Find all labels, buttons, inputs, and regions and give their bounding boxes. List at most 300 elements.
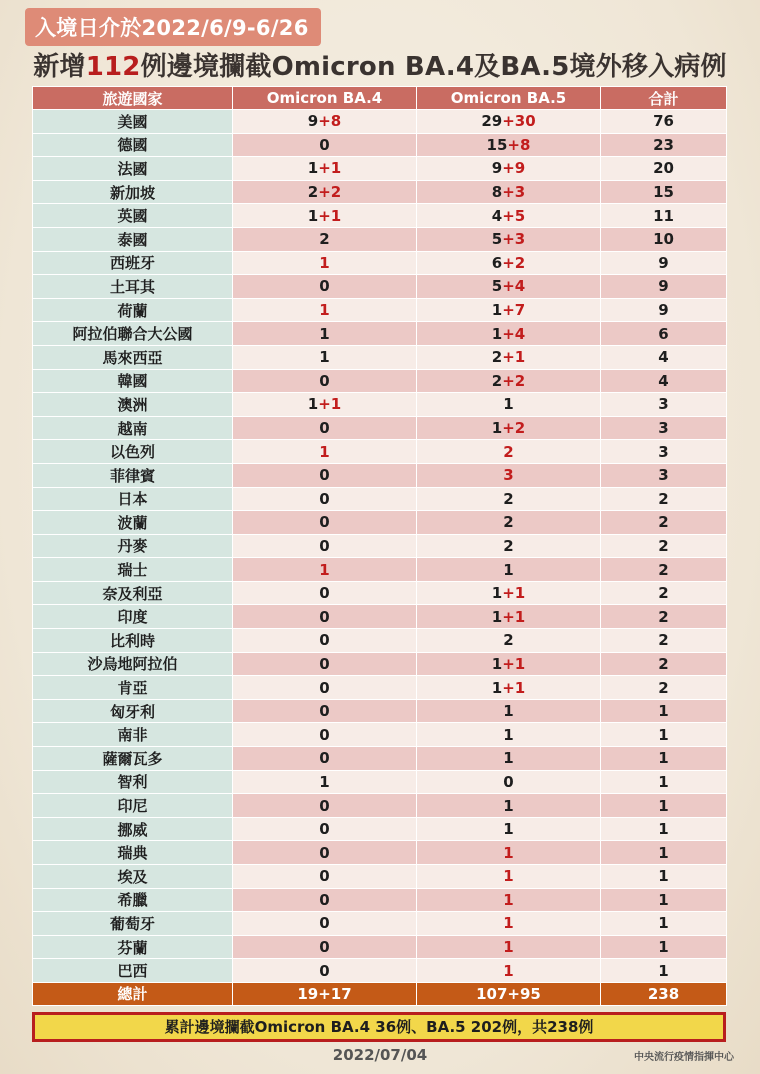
ba5-base-count: 1 (491, 324, 503, 343)
ba4-base-count: 1 (319, 772, 330, 791)
row-total-cell: 1 (601, 794, 727, 818)
ba4-cell (233, 558, 417, 582)
ba5-new-count: +7 (502, 301, 526, 320)
country-cell: 印尼 (33, 794, 233, 818)
ba4-base-count: 0 (319, 961, 330, 980)
country-cell: 瑞士 (33, 558, 233, 582)
ba4-base-count: 0 (319, 725, 330, 744)
row-total-cell: 3 (601, 416, 727, 440)
header-ba4: Omicron BA.4 (233, 87, 417, 110)
ba5-base-count: 6 (491, 253, 503, 272)
table-row (33, 817, 727, 841)
table-row (33, 463, 727, 487)
row-total-cell: 2 (601, 605, 727, 629)
ba4-base-count: 0 (319, 466, 330, 485)
ba5-base-count: 1 (491, 654, 503, 673)
country-cell: 英國 (33, 204, 233, 228)
ba4-cell (233, 133, 417, 157)
ba5-cell (417, 723, 601, 747)
row-total-cell: 76 (601, 110, 727, 134)
ba5-cell (417, 676, 601, 700)
table-row (33, 345, 727, 369)
total-ba5: 107+95 (417, 982, 601, 1005)
ba5-new-count: +2 (502, 253, 526, 272)
ba5-base-count: 2 (503, 536, 514, 555)
table-row (33, 558, 727, 582)
row-total-cell: 1 (601, 935, 727, 959)
publish-date: 2022/07/04 (332, 1046, 428, 1064)
ba5-base-count: 2 (491, 348, 503, 367)
ba5-cell (417, 416, 601, 440)
ba5-base-count: 1 (503, 725, 514, 744)
country-cell: 薩爾瓦多 (33, 747, 233, 771)
table-row (33, 676, 727, 700)
table-row (33, 133, 727, 157)
ba4-base-count: 2 (319, 230, 330, 249)
ba5-base-count: 9 (491, 159, 503, 178)
ba4-base-count: 0 (319, 702, 330, 721)
row-total-cell: 2 (601, 581, 727, 605)
table-row (33, 511, 727, 535)
ba5-new-count: +3 (502, 183, 526, 202)
table-row (33, 699, 727, 723)
row-total-cell: 1 (601, 959, 727, 983)
ba5-cell (417, 817, 601, 841)
ba5-base-count: 2 (491, 371, 503, 390)
cumulative-summary: 累計邊境攔截Omicron BA.4 36例、BA.5 202例，共238例 (32, 1012, 726, 1042)
row-total-cell: 15 (601, 180, 727, 204)
ba4-new-count: 1 (319, 253, 330, 272)
ba4-base-count: 0 (319, 749, 330, 768)
ba5-cell (417, 393, 601, 417)
country-cell: 荷蘭 (33, 298, 233, 322)
ba4-base-count: 1 (307, 159, 319, 178)
country-cell: 澳洲 (33, 393, 233, 417)
row-total-cell: 11 (601, 204, 727, 228)
ba5-base-count: 5 (491, 277, 503, 296)
ba4-new-count: 1 (319, 442, 330, 461)
ba4-base-count: 1 (307, 395, 319, 414)
ba5-base-count: 5 (491, 230, 503, 249)
country-cell: 波蘭 (33, 511, 233, 535)
table-row (33, 298, 727, 322)
ba5-new-count: +4 (502, 277, 526, 296)
ba4-base-count: 2 (307, 183, 319, 202)
row-total-cell: 20 (601, 157, 727, 181)
ba4-cell (233, 251, 417, 275)
row-total-cell: 23 (601, 133, 727, 157)
ba4-new-count: +8 (318, 112, 342, 131)
ba5-base-count: 1 (503, 560, 514, 579)
ba4-cell (233, 322, 417, 346)
table-row (33, 322, 727, 346)
ba4-cell (233, 345, 417, 369)
ba5-cell (417, 912, 601, 936)
row-total-cell: 1 (601, 841, 727, 865)
ba4-cell (233, 699, 417, 723)
ba5-cell (417, 463, 601, 487)
ba5-new-count: +1 (502, 678, 526, 697)
ba5-new-count: +30 (502, 112, 536, 131)
country-cell: 葡萄牙 (33, 912, 233, 936)
table-header-row (33, 87, 727, 110)
ba5-new-count: +2 (502, 371, 526, 390)
title-prefix: 新增 (33, 52, 86, 82)
table-row (33, 605, 727, 629)
ba4-cell (233, 817, 417, 841)
table-row (33, 393, 727, 417)
table-total-row (33, 982, 727, 1005)
ba4-cell (233, 723, 417, 747)
row-total-cell: 1 (601, 723, 727, 747)
ba4-cell (233, 912, 417, 936)
header-total: 合計 (601, 87, 727, 110)
ba4-new-count: 1 (319, 301, 330, 320)
ba5-cell (417, 133, 601, 157)
ba4-base-count: 1 (319, 324, 330, 343)
ba4-cell (233, 487, 417, 511)
ba4-cell (233, 770, 417, 794)
ba4-cell (233, 157, 417, 181)
ba5-cell (417, 841, 601, 865)
table-row (33, 747, 727, 771)
country-cell: 阿拉伯聯合大公國 (33, 322, 233, 346)
table-body (33, 110, 727, 983)
row-total-cell: 2 (601, 652, 727, 676)
ba5-new-count: 1 (503, 914, 514, 933)
country-cell: 法國 (33, 157, 233, 181)
ba5-new-count: +9 (502, 159, 526, 178)
ba5-cell (417, 534, 601, 558)
ba4-cell (233, 180, 417, 204)
ba5-new-count: 1 (503, 938, 514, 957)
country-cell: 西班牙 (33, 251, 233, 275)
ba5-base-count: 1 (491, 607, 503, 626)
ba4-cell (233, 204, 417, 228)
ba4-base-count: 1 (319, 348, 330, 367)
country-cell: 丹麥 (33, 534, 233, 558)
country-cell: 埃及 (33, 865, 233, 889)
ba4-base-count: 0 (319, 867, 330, 886)
row-total-cell: 1 (601, 747, 727, 771)
country-cell: 智利 (33, 770, 233, 794)
row-total-cell: 4 (601, 345, 727, 369)
ba4-base-count: 0 (319, 489, 330, 508)
row-total-cell: 2 (601, 558, 727, 582)
table-row (33, 841, 727, 865)
table-row (33, 959, 727, 983)
ba4-cell (233, 581, 417, 605)
ba5-base-count: 1 (491, 678, 503, 697)
country-cell: 美國 (33, 110, 233, 134)
country-cell: 菲律賓 (33, 463, 233, 487)
ba4-cell (233, 275, 417, 299)
country-cell: 日本 (33, 487, 233, 511)
ba5-cell (417, 865, 601, 889)
table-row (33, 204, 727, 228)
ba5-cell (417, 251, 601, 275)
ba5-new-count: 1 (503, 843, 514, 862)
country-cell: 匈牙利 (33, 699, 233, 723)
ba4-base-count: 0 (319, 277, 330, 296)
country-cell: 越南 (33, 416, 233, 440)
row-total-cell: 1 (601, 817, 727, 841)
country-cell: 新加坡 (33, 180, 233, 204)
ba5-new-count: +1 (502, 607, 526, 626)
ba4-base-count: 0 (319, 631, 330, 650)
row-total-cell: 6 (601, 322, 727, 346)
ba5-cell (417, 605, 601, 629)
country-cell: 韓國 (33, 369, 233, 393)
ba4-base-count: 0 (319, 135, 330, 154)
ba5-base-count: 2 (503, 513, 514, 532)
ba5-cell (417, 511, 601, 535)
ba4-cell (233, 298, 417, 322)
ba4-base-count: 0 (319, 938, 330, 957)
ba4-new-count: +2 (318, 183, 342, 202)
ba5-cell (417, 558, 601, 582)
ba5-cell (417, 959, 601, 983)
ba4-cell (233, 227, 417, 251)
row-total-cell: 2 (601, 487, 727, 511)
row-total-cell: 3 (601, 440, 727, 464)
ba5-base-count: 2 (503, 489, 514, 508)
table-row (33, 180, 727, 204)
ba4-cell (233, 865, 417, 889)
ba4-base-count: 0 (319, 796, 330, 815)
ba4-base-count: 1 (307, 206, 319, 225)
ba4-base-count: 0 (319, 371, 330, 390)
header-country: 旅遊國家 (33, 87, 233, 110)
country-cell: 南非 (33, 723, 233, 747)
ba4-cell (233, 605, 417, 629)
ba4-new-count: +1 (318, 159, 342, 178)
row-total-cell: 3 (601, 463, 727, 487)
row-total-cell: 9 (601, 275, 727, 299)
ba4-cell (233, 841, 417, 865)
ba4-cell (233, 959, 417, 983)
ba5-cell (417, 369, 601, 393)
country-cell: 芬蘭 (33, 935, 233, 959)
row-total-cell: 9 (601, 251, 727, 275)
table-row (33, 770, 727, 794)
ba4-base-count: 0 (319, 536, 330, 555)
ba4-base-count: 0 (319, 678, 330, 697)
ba5-base-count: 1 (503, 796, 514, 815)
table-row (33, 275, 727, 299)
row-total-cell: 1 (601, 912, 727, 936)
ba5-cell (417, 935, 601, 959)
ba4-base-count: 0 (319, 607, 330, 626)
ba4-base-count: 0 (319, 843, 330, 862)
country-cell: 肯亞 (33, 676, 233, 700)
ba5-new-count: +3 (502, 230, 526, 249)
cases-table (32, 86, 727, 1006)
ba5-cell (417, 204, 601, 228)
table-row (33, 912, 727, 936)
row-total-cell: 4 (601, 369, 727, 393)
country-cell: 泰國 (33, 227, 233, 251)
ba5-cell (417, 747, 601, 771)
country-cell: 瑞典 (33, 841, 233, 865)
organization-name: 中央流行疫情指揮中心 (634, 1052, 734, 1063)
country-cell: 以色列 (33, 440, 233, 464)
ba5-new-count: 3 (503, 466, 514, 485)
table-row (33, 865, 727, 889)
country-cell: 比利時 (33, 629, 233, 653)
ba5-new-count: 1 (503, 867, 514, 886)
ba4-new-count: 1 (319, 560, 330, 579)
ba5-new-count: 2 (503, 442, 514, 461)
table-row (33, 581, 727, 605)
country-cell: 巴西 (33, 959, 233, 983)
row-total-cell: 1 (601, 865, 727, 889)
ba4-base-count: 9 (307, 112, 319, 131)
ba4-cell (233, 629, 417, 653)
ba4-cell (233, 935, 417, 959)
ba5-cell (417, 699, 601, 723)
row-total-cell: 3 (601, 393, 727, 417)
ba4-cell (233, 888, 417, 912)
table-row (33, 157, 727, 181)
ba4-cell (233, 652, 417, 676)
ba4-new-count: +1 (318, 206, 342, 225)
ba5-cell (417, 888, 601, 912)
ba5-base-count: 15 (486, 135, 508, 154)
page-title (0, 46, 760, 83)
ba4-cell (233, 463, 417, 487)
ba4-cell (233, 369, 417, 393)
total-all: 238 (601, 982, 727, 1005)
ba5-base-count: 1 (491, 584, 503, 603)
ba5-new-count: +8 (507, 135, 531, 154)
date-range-badge: 入境日介於2022/6/9-6/26 (25, 8, 321, 46)
ba5-base-count: 1 (491, 301, 503, 320)
ba4-base-count: 0 (319, 890, 330, 909)
ba5-base-count: 1 (491, 419, 503, 438)
ba5-cell (417, 322, 601, 346)
country-cell: 德國 (33, 133, 233, 157)
row-total-cell: 9 (601, 298, 727, 322)
table-row (33, 227, 727, 251)
table-row (33, 369, 727, 393)
country-cell: 馬來西亞 (33, 345, 233, 369)
ba5-base-count: 1 (503, 820, 514, 839)
ba5-cell (417, 298, 601, 322)
country-cell: 奈及利亞 (33, 581, 233, 605)
ba5-base-count: 1 (503, 702, 514, 721)
total-label: 總計 (33, 982, 233, 1005)
ba5-new-count: 1 (503, 961, 514, 980)
ba5-base-count: 4 (491, 206, 503, 225)
ba5-cell (417, 770, 601, 794)
country-cell: 土耳其 (33, 275, 233, 299)
ba5-new-count: +5 (502, 206, 526, 225)
ba5-cell (417, 581, 601, 605)
ba5-new-count: +1 (502, 348, 526, 367)
table-row (33, 534, 727, 558)
ba5-cell (417, 180, 601, 204)
table-row (33, 935, 727, 959)
table-row (33, 416, 727, 440)
row-total-cell: 2 (601, 676, 727, 700)
table-row (33, 629, 727, 653)
header-ba5: Omicron BA.5 (417, 87, 601, 110)
table-row (33, 723, 727, 747)
ba4-cell (233, 393, 417, 417)
ba5-new-count: 1 (503, 890, 514, 909)
table-row (33, 251, 727, 275)
ba4-cell (233, 110, 417, 134)
ba4-cell (233, 747, 417, 771)
ba4-base-count: 0 (319, 820, 330, 839)
ba5-base-count: 1 (503, 749, 514, 768)
row-total-cell: 2 (601, 629, 727, 653)
country-cell: 希臘 (33, 888, 233, 912)
table-row (33, 110, 727, 134)
country-cell: 挪威 (33, 817, 233, 841)
row-total-cell: 2 (601, 534, 727, 558)
ba4-cell (233, 676, 417, 700)
ba4-cell (233, 534, 417, 558)
ba5-cell (417, 794, 601, 818)
ba5-new-count: +1 (502, 584, 526, 603)
table-row (33, 487, 727, 511)
table-row (33, 440, 727, 464)
ba5-cell (417, 652, 601, 676)
ba4-cell (233, 511, 417, 535)
table-row (33, 652, 727, 676)
country-cell: 印度 (33, 605, 233, 629)
ba5-new-count: +2 (502, 419, 526, 438)
table-row (33, 888, 727, 912)
ba5-cell (417, 110, 601, 134)
ba5-cell (417, 440, 601, 464)
ba5-cell (417, 275, 601, 299)
ba5-new-count: +1 (502, 654, 526, 673)
title-suffix: 例邊境攔截Omicron BA.4及BA.5境外移入病例 (140, 52, 727, 82)
row-total-cell: 2 (601, 511, 727, 535)
row-total-cell: 10 (601, 227, 727, 251)
ba5-cell (417, 157, 601, 181)
ba4-new-count: +1 (318, 395, 342, 414)
ba5-base-count: 1 (503, 395, 514, 414)
ba5-cell (417, 345, 601, 369)
country-cell: 沙烏地阿拉伯 (33, 652, 233, 676)
ba5-base-count: 29 (481, 112, 503, 131)
ba5-base-count: 0 (503, 772, 514, 791)
ba4-base-count: 0 (319, 513, 330, 532)
row-total-cell: 1 (601, 888, 727, 912)
ba5-new-count: +4 (502, 324, 526, 343)
title-highlight-count: 112 (85, 52, 141, 82)
row-total-cell: 1 (601, 770, 727, 794)
ba4-cell (233, 794, 417, 818)
ba4-base-count: 0 (319, 584, 330, 603)
ba5-base-count: 8 (491, 183, 503, 202)
ba4-base-count: 0 (319, 914, 330, 933)
ba4-cell (233, 416, 417, 440)
table-row (33, 794, 727, 818)
ba4-base-count: 0 (319, 654, 330, 673)
ba5-cell (417, 487, 601, 511)
total-ba4: 19+17 (233, 982, 417, 1005)
ba5-cell (417, 629, 601, 653)
ba5-cell (417, 227, 601, 251)
row-total-cell: 1 (601, 699, 727, 723)
ba4-cell (233, 440, 417, 464)
ba5-base-count: 2 (503, 631, 514, 650)
